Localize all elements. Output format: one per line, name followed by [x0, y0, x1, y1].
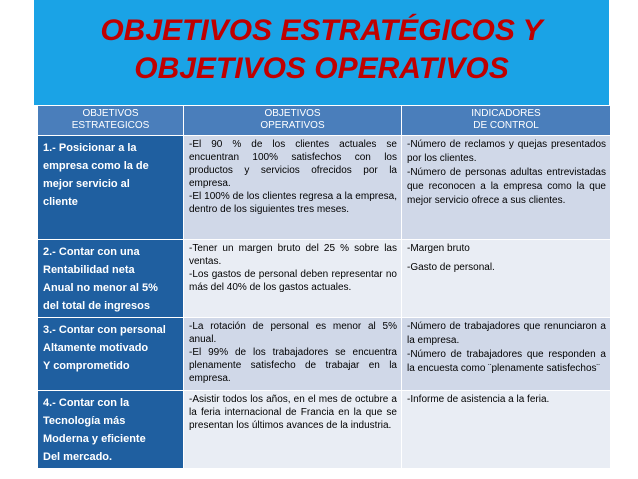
control-indicator-cell: -Número de trabajadores que renunciaron a la empresa. -Número de trabajadores que responden a la encuesta como ¨plenamente satisfechos¨ [402, 318, 611, 391]
header-strategic: OBJETIVOS ESTRATEGICOS [38, 106, 184, 136]
control-indicator-cell: -Informe de asistencia a la feria. [402, 391, 611, 469]
objectives-table [37, 105, 611, 469]
control-indicator-cell: -Margen bruto -Gasto de personal. [402, 240, 611, 318]
operative-objective-cell: -El 90 % de los clientes actuales se encuentran 100% satisfechos con los productos y servicios ofrecidos por la empresa. -El 100% de los clientes regresa a la empresa, dentro de los siguientes tres meses. [184, 136, 402, 240]
table-row [38, 318, 611, 391]
header-indicators: INDICADORES DE CONTROL [402, 106, 611, 136]
strategic-objective-cell: 4.- Contar con la Tecnología más Moderna y eficiente Del mercado. [38, 391, 184, 469]
title-line-1: OBJETIVOS ESTRATÉGICOS Y [100, 14, 543, 47]
strategic-objective-cell: 2.- Contar con una Rentabilidad neta Anual no menor al 5% del total de ingresos [38, 240, 184, 318]
header-row [38, 106, 611, 136]
operative-objective-cell: -La rotación de personal es menor al 5% anual. -El 99% de los trabajadores se encuentra plenamente satisfecho de trabajar en la empresa. [184, 318, 402, 391]
table-row [38, 240, 611, 318]
strategic-objective-cell: 1.- Posicionar a la empresa como la de mejor servicio al cliente [38, 136, 184, 240]
operative-objective-cell: -Tener un margen bruto del 25 % sobre las ventas. -Los gastos de personal deben representar no más del 40% de los gastos actuales. [184, 240, 402, 318]
table-row [38, 136, 611, 240]
table-row [38, 391, 611, 469]
title-line-2: OBJETIVOS OPERATIVOS [134, 52, 509, 85]
page-title [34, 12, 609, 88]
operative-objective-cell: -Asistir todos los años, en el mes de octubre a la feria internacional de Francia en la que se presentan los últimos avances de la industria. [184, 391, 402, 469]
strategic-objective-cell: 3.- Contar con personal Altamente motivado Y comprometido [38, 318, 184, 391]
header-operative: OBJETIVOS OPERATIVOS [184, 106, 402, 136]
control-indicator-cell: -Número de reclamos y quejas presentados por los clientes. -Número de personas adultas entrevistadas que reconocen a la empresa como la que mejor servicio ofrece a sus clientes. [402, 136, 611, 240]
